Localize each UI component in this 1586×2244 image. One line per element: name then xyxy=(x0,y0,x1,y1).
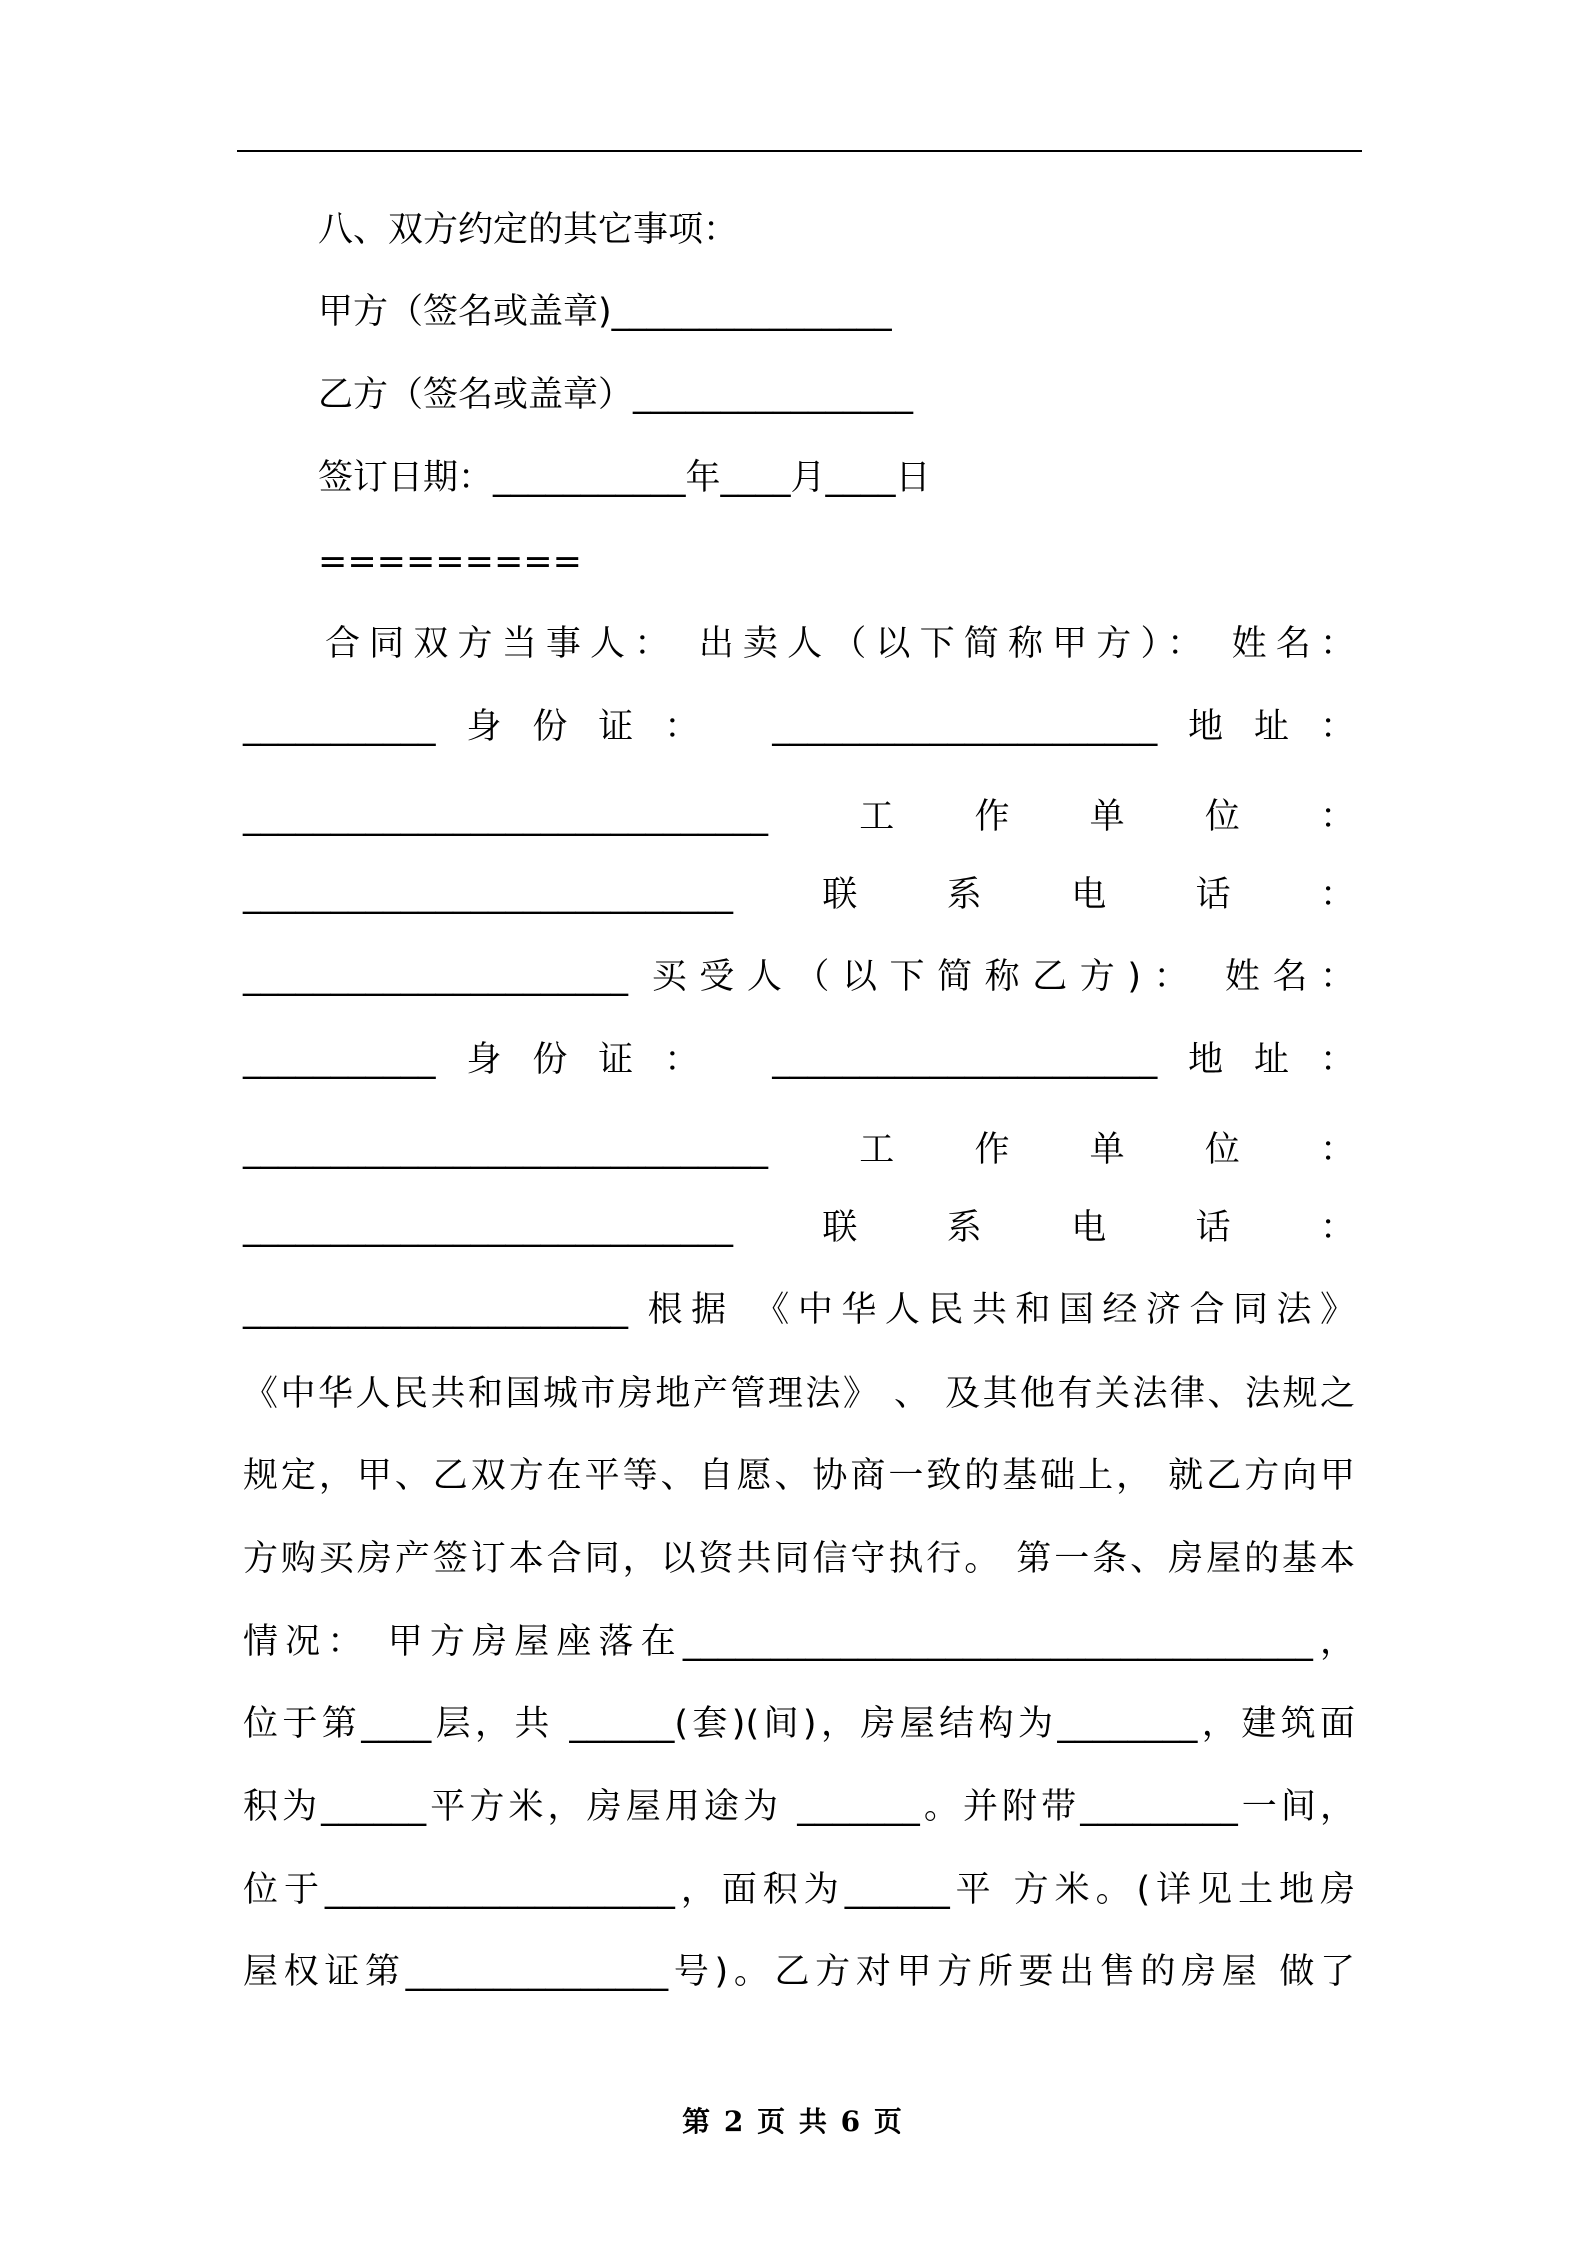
seller-phone-line: ____________________________联系电话： xyxy=(243,875,1355,915)
party-b-signature-line: 乙方（签名或盖章）________________ xyxy=(318,375,914,415)
body-text-line: 屋权证第_______________号)。乙方对甲方所要出售的房屋 做了 xyxy=(243,1952,1355,1992)
buyer-id-address-line: ___________身份证： ______________________地址： xyxy=(243,1040,1355,1080)
body-text-line: 方购买房产签订本合同，以资共同信守执行。 第一条、房屋的基本 xyxy=(243,1539,1355,1579)
signing-date-line: 签订日期：___________年____月____日 xyxy=(318,458,931,498)
body-text-line: 情况： 甲方房屋座落在____________________________________， xyxy=(243,1622,1355,1662)
page-number-footer: 第 2 页 共 6 页 xyxy=(682,2105,904,2138)
body-text-line: ______________________ 根据 《中华人民共和国经济合同法》 xyxy=(243,1290,1355,1330)
header-rule xyxy=(237,150,1362,152)
body-text-line: 位于第____层，共 ______(套)(间)，房屋结构为________，建筑面 xyxy=(243,1704,1355,1744)
seller-employer-line: ______________________________ 工作单位： xyxy=(243,797,1355,837)
seller-id-address-line: ___________身份证： ______________________地址： xyxy=(243,707,1355,747)
body-text-line: 位于____________________，面积为______平 方米。(详见土地房 xyxy=(243,1870,1355,1910)
contract-parties-line: 合同双方当事人： 出卖人（以下简称甲方）： 姓名： xyxy=(325,624,1355,664)
body-text-line: 积为______平方米，房屋用途为 _______。并附带_________一间， xyxy=(243,1787,1355,1827)
party-a-signature-line: 甲方（签名或盖章)________________ xyxy=(318,292,892,332)
buyer-employer-line: ______________________________ 工作单位： xyxy=(243,1130,1355,1170)
body-text-line: 规定，甲、乙双方在平等、自愿、协商一致的基础上， 就乙方向甲 xyxy=(243,1456,1355,1496)
section-8-heading: 八、双方约定的其它事项： xyxy=(318,210,739,250)
buyer-phone-line: ____________________________联系电话： xyxy=(243,1208,1355,1248)
separator-line: ========= xyxy=(318,542,582,582)
buyer-name-line: ______________________ 买受人（以下简称乙方)： 姓名： xyxy=(243,957,1355,997)
body-text-line: 《中华人民共和国城市房地产管理法》 、 及其他有关法律、法规之 xyxy=(243,1374,1355,1414)
